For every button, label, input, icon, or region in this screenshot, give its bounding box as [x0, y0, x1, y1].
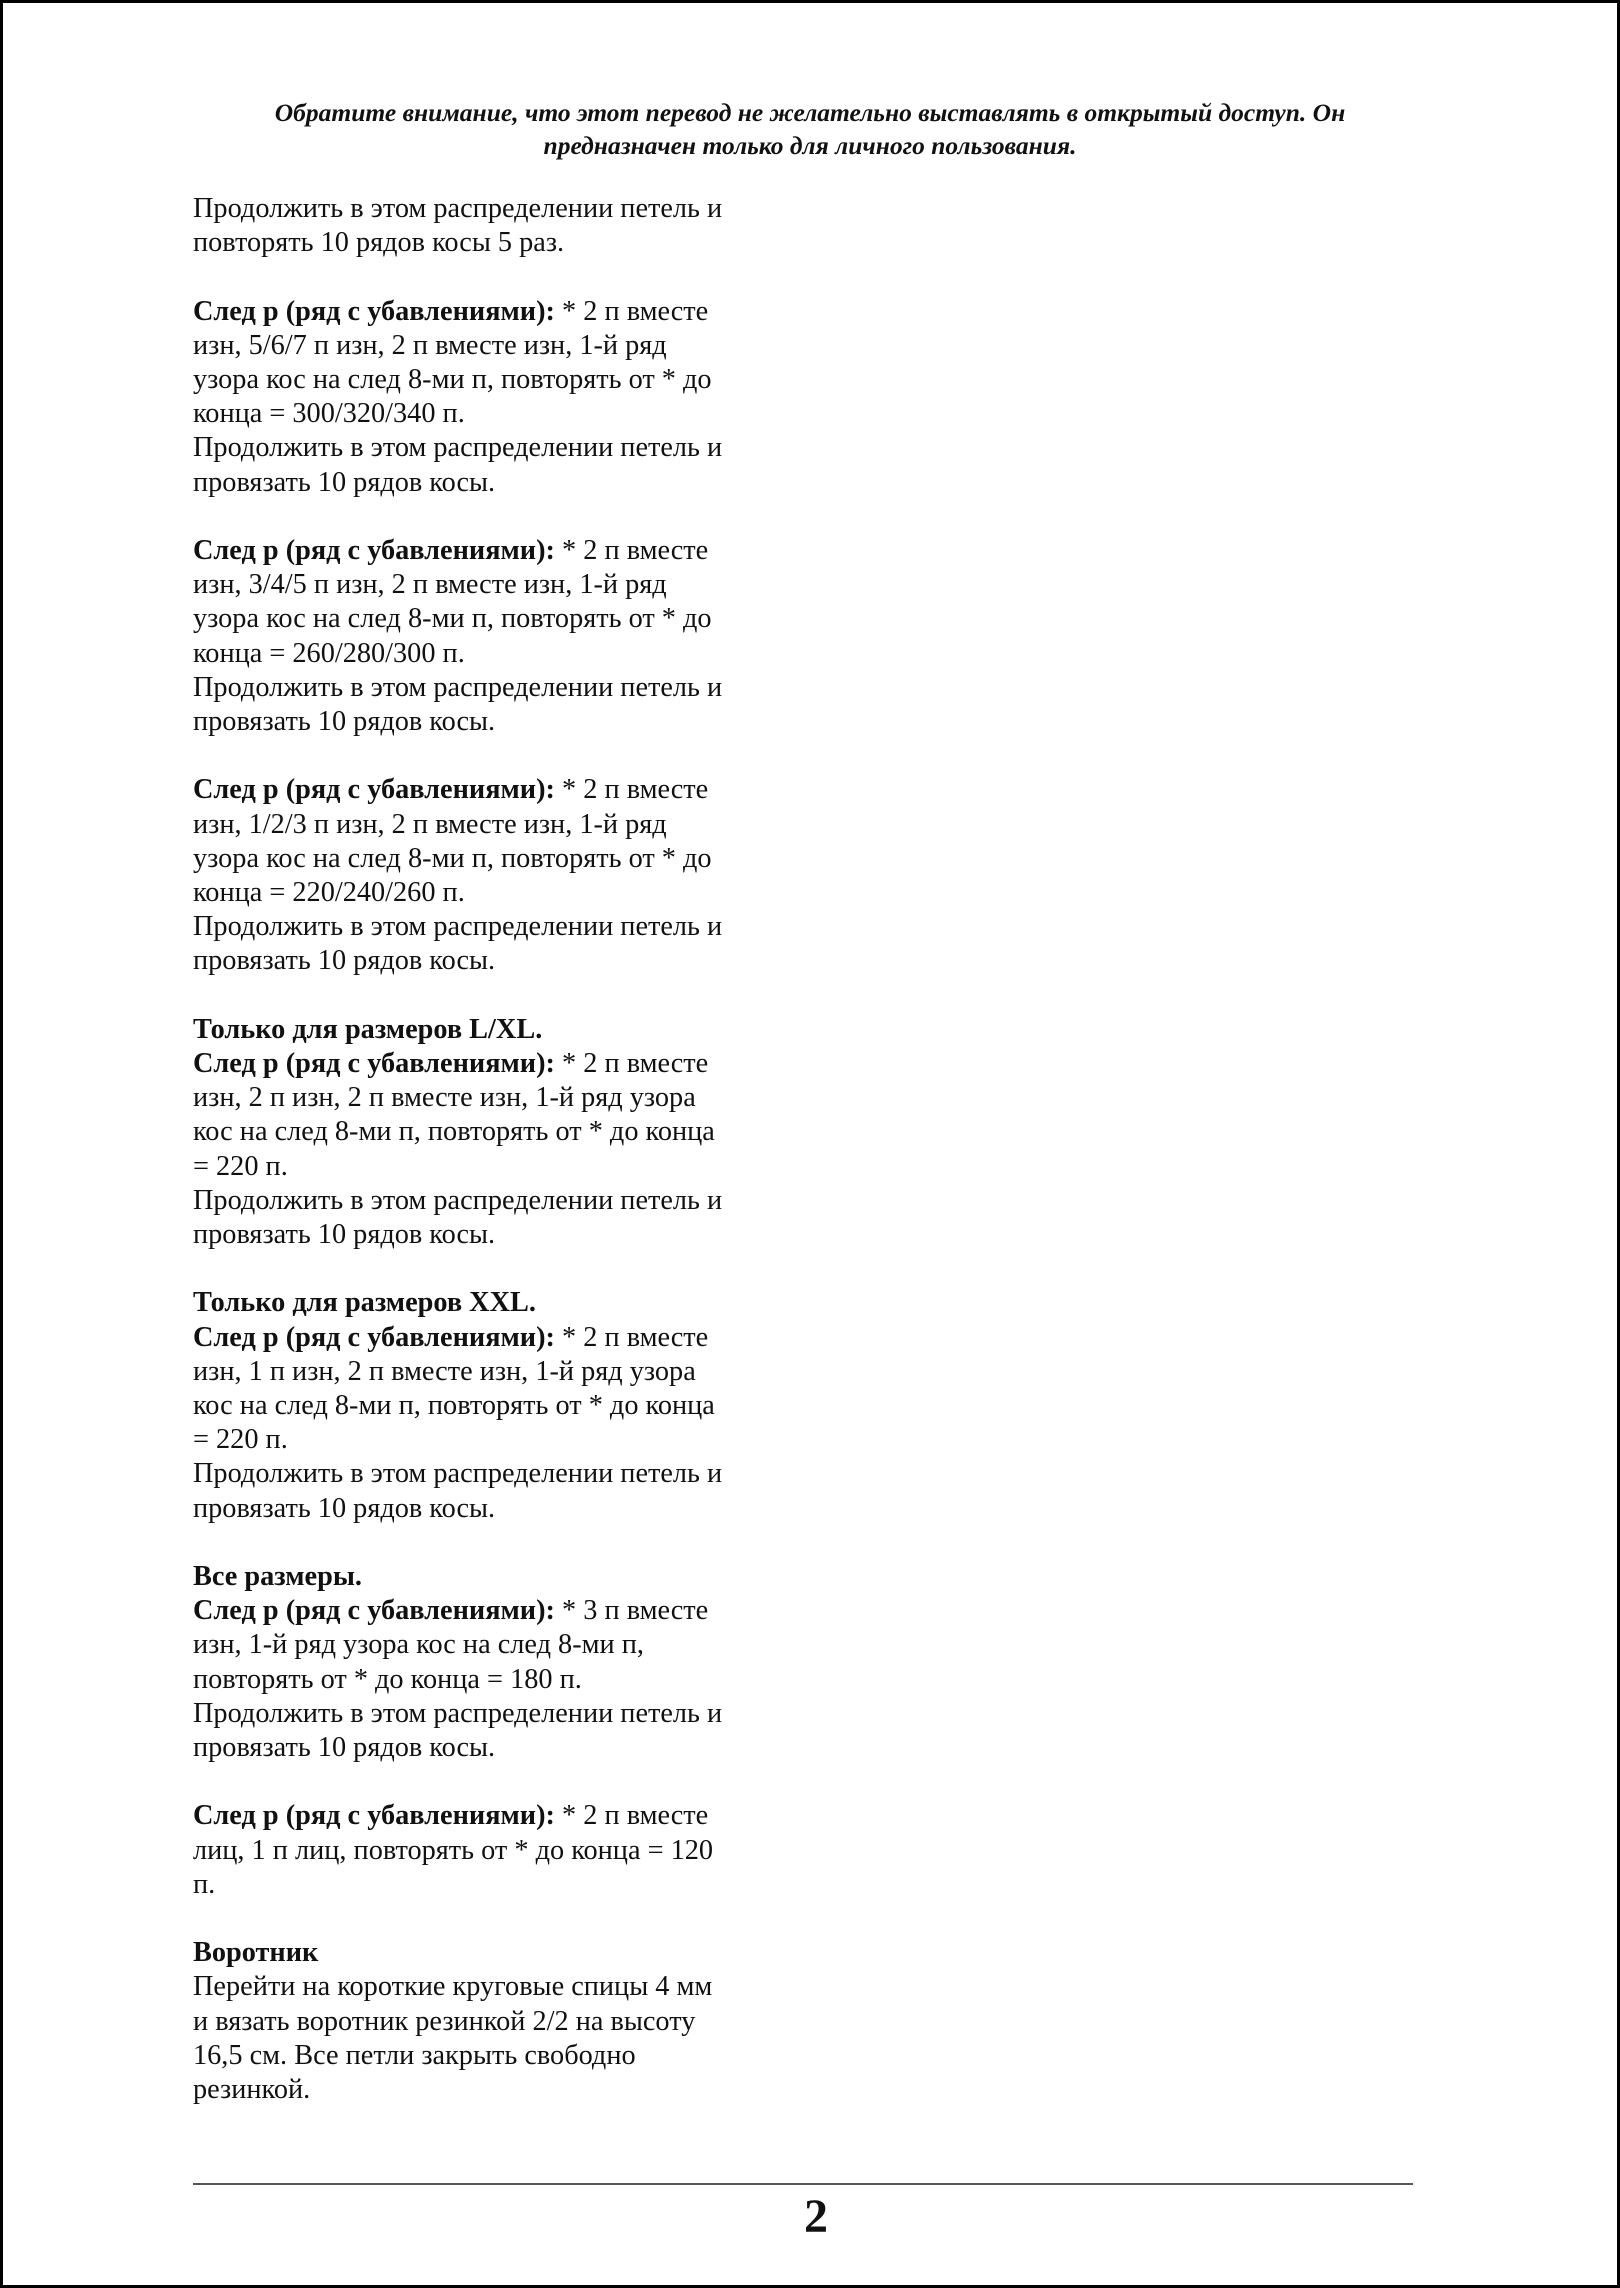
text-line: Продолжить в этом распределении петель и [193, 1697, 723, 1729]
footer-divider [193, 2183, 1413, 2185]
document-body [193, 192, 773, 2141]
text-line: повторять от * до конца = 180 п. [193, 1663, 582, 1695]
text-line: резинкой. [193, 2074, 311, 2106]
row-label: След р (ряд с убавлениями): [193, 774, 555, 806]
row-text: * 2 п вместе [554, 295, 709, 327]
paragraph-decrease-row-2 [193, 534, 773, 739]
paragraph-size-xxl [193, 1286, 773, 1525]
text-line: провязать 10 рядов косы. [193, 1219, 496, 1251]
text-line: Продолжить в этом распределении петель и [193, 1458, 723, 1490]
text-line: повторять 10 рядов косы 5 раз. [193, 227, 565, 259]
text-line: лиц, 1 п лиц, повторять от * до конца = 120 [193, 1834, 714, 1866]
row-label: След р (ряд с убавлениями): [193, 295, 555, 327]
text-line: = 220 п. [193, 1424, 288, 1456]
row-label: След р (ряд с убавлениями): [193, 535, 555, 566]
text-line: кос на след 8-ми п, повторять от * до конца [193, 1390, 715, 1422]
text-line [193, 1047, 773, 1081]
row-label: След р (ряд с убавлениями): [193, 1595, 555, 1627]
text-line: = 220 п. [193, 1150, 288, 1182]
text-line: конца = 220/240/260 п. [193, 877, 465, 909]
row-text: * 2 п вместе [554, 1321, 709, 1353]
section-heading [193, 1286, 773, 1320]
section-heading [193, 1013, 773, 1047]
heading-text: Все размеры. [193, 1561, 363, 1593]
text-line: провязать 10 рядов косы. [193, 945, 496, 977]
text-line: изн, 2 п изн, 2 п вместе изн, 1-й ряд узора [193, 1082, 696, 1114]
text-line: Перейти на короткие круговые спицы 4 мм [193, 1971, 713, 2003]
text-line: Продолжить в этом распределении петель и [193, 911, 723, 943]
row-label: След р (ряд с убавлениями): [193, 1321, 555, 1353]
text-line: конца = 260/280/300 п. [193, 637, 465, 669]
text-line: провязать 10 рядов косы. [193, 1732, 496, 1764]
row-label: След р (ряд с убавлениями): [193, 1048, 555, 1080]
text-line: изн, 1/2/3 п изн, 2 п вместе изн, 1-й ряд [193, 808, 667, 840]
text-line [193, 1799, 773, 1833]
section-heading [193, 1936, 773, 1970]
text-line: узора кос на след 8-ми п, повторять от * до [193, 364, 712, 395]
paragraph-decrease-row-1 [193, 295, 773, 500]
text-line [193, 773, 773, 807]
paragraph-all-sizes [193, 1560, 773, 1765]
text-line: провязать 10 рядов косы. [193, 466, 496, 498]
row-text: * 2 п вместе [554, 1048, 709, 1080]
row-text: * 2 п вместе [554, 535, 709, 566]
paragraph-continue-cables [193, 192, 773, 260]
text-line: провязать 10 рядов косы. [193, 1492, 496, 1524]
text-line: узора кос на след 8-ми п, повторять от * до [193, 842, 712, 874]
text-line: кос на след 8-ми п, повторять от * до конца [193, 1116, 715, 1148]
paragraph-collar [193, 1936, 773, 2107]
text-line: изн, 3/4/5 п изн, 2 п вместе изн, 1-й ряд [193, 569, 667, 601]
text-line: Продолжить в этом распределении петель и [193, 671, 723, 703]
text-line: узора кос на след 8-ми п, повторять от * до [193, 603, 712, 635]
text-line: и вязать воротник резинкой 2/2 на высоту [193, 2005, 696, 2037]
paragraph-decrease-row-3 [193, 773, 773, 978]
text-line: Продолжить в этом распределении петель и [193, 1184, 723, 1216]
text-line: Продолжить в этом распределении петель и [193, 432, 723, 464]
text-line [193, 1321, 773, 1355]
heading-text: Только для размеров L/XL. [193, 1013, 543, 1045]
section-heading [193, 1560, 773, 1594]
text-line: Продолжить в этом распределении петель и [193, 193, 723, 224]
text-line: п. [193, 1868, 216, 1900]
text-line: провязать 10 рядов косы. [193, 706, 496, 738]
paragraph-final-decrease [193, 1799, 773, 1902]
paragraph-size-l-xl [193, 1013, 773, 1252]
text-line [193, 1594, 773, 1628]
text-line: изн, 1-й ряд узора кос на след 8-ми п, [193, 1629, 644, 1661]
page-number: 2 [804, 2190, 828, 2243]
row-text: * 2 п вместе [554, 774, 709, 806]
privacy-notice-line-1: Обратите внимание, что этот перевод не желательно выставлять в открытый доступ. Он [274, 98, 1346, 127]
text-line: конца = 300/320/340 п. [193, 398, 465, 430]
heading-text: Воротник [193, 1937, 319, 1969]
text-line [193, 295, 773, 329]
row-text: * 2 п вместе [554, 1800, 709, 1832]
text-line: изн, 1 п изн, 2 п вместе изн, 1-й ряд узора [193, 1355, 696, 1387]
privacy-notice [190, 96, 1430, 162]
row-text: * 3 п вместе [554, 1595, 709, 1627]
text-line: 16,5 см. Все петли закрыть свободно [193, 2039, 636, 2071]
row-label: След р (ряд с убавлениями): [193, 1800, 555, 1832]
heading-text: Только для размеров XXL. [193, 1287, 536, 1319]
text-line: изн, 5/6/7 п изн, 2 п вместе изн, 1-й ряд [193, 329, 667, 361]
privacy-notice-line-2: предназначен только для личного пользования. [543, 131, 1077, 160]
text-line [193, 534, 773, 568]
